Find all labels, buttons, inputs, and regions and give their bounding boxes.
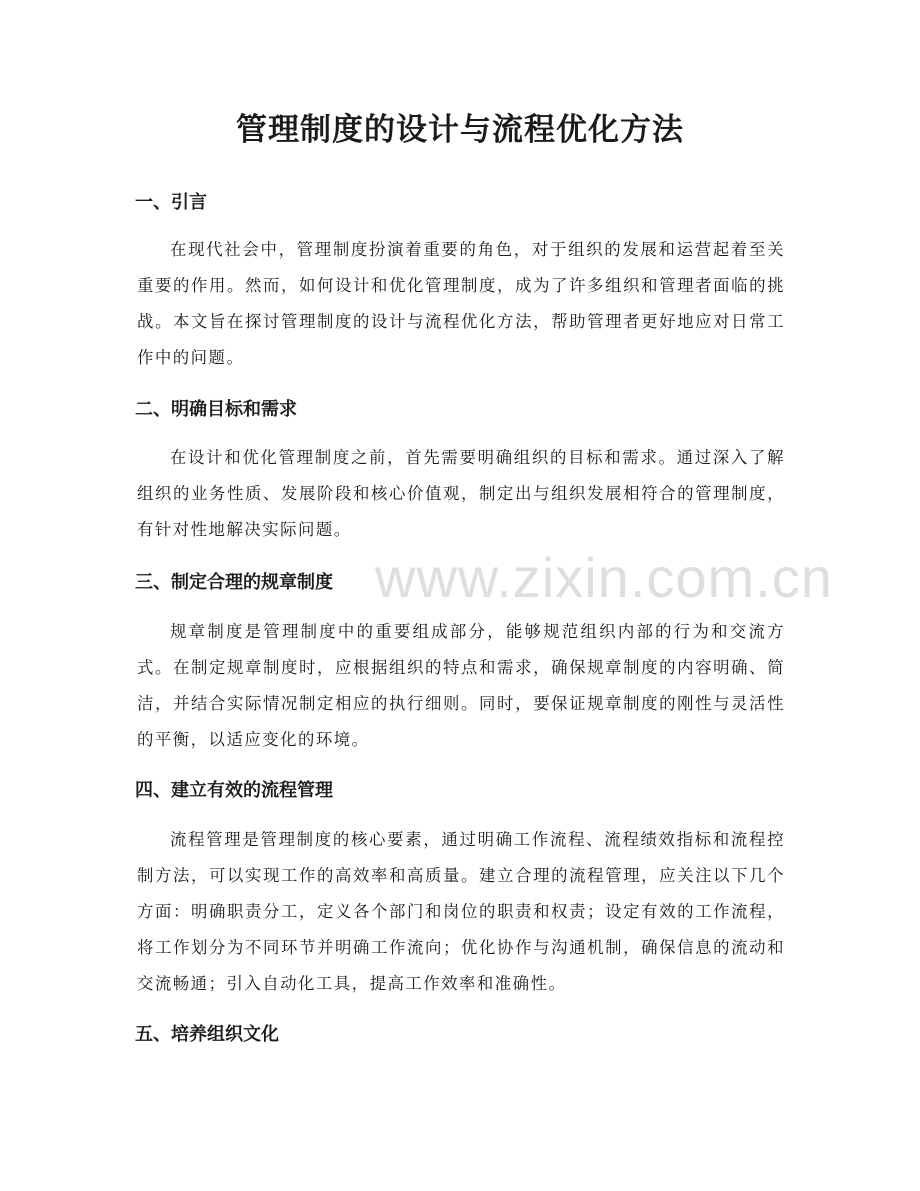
watermark: www.zixin.com.cn <box>375 546 833 609</box>
section-paragraph-process: 流程管理是管理制度的核心要素，通过明确工作流程、流程绩效指标和流程控制方法，可以实现工作的高效率和高质量。建立合理的流程管理，应关注以下几个方面：明确职责分工，定义各个部门和岗位的职责和权责；设定有效的工作流程，将工作划分为不同环节并明确工作流向；优化协作与沟通机制，确保信息的流动和交流畅通；引入自动化工具，提高工作效率和准确性。 <box>137 830 785 993</box>
section-paragraph-introduction: 在现代社会中，管理制度扮演着重要的角色，对于组织的发展和运营起着至关重要的作用。然而，如何设计和优化管理制度，成为了许多组织和管理者面临的挑战。本文旨在探讨管理制度的设计与流程优化方法，帮助管理者更好地应对日常工作中的问题。 <box>137 240 785 367</box>
section-paragraph-goals: 在设计和优化管理制度之前，首先需要明确组织的目标和需求。通过深入了解组织的业务性质、发展阶段和核心价值观，制定出与组织发展相符合的管理制度，有针对性地解决实际问题。 <box>137 448 785 539</box>
section-paragraph-regulations: 规章制度是管理制度中的重要组成部分，能够规范组织内部的行为和交流方式。在制定规章制度时，应根据组织的特点和需求，确保规章制度的内容明确、简洁，并结合实际情况制定相应的执行细则。同时，要保证规章制度的刚性与灵活性的平衡，以适应变化的环境。 <box>137 622 785 749</box>
section-heading-introduction: 一、引言 <box>135 192 207 213</box>
section-heading-regulations: 三、制定合理的规章制度 <box>135 572 333 593</box>
section-heading-goals: 二、明确目标和需求 <box>135 399 297 420</box>
section-heading-culture: 五、培养组织文化 <box>135 1024 279 1045</box>
section-heading-process: 四、建立有效的流程管理 <box>135 780 333 801</box>
document-title: 管理制度的设计与流程优化方法 <box>236 112 684 148</box>
